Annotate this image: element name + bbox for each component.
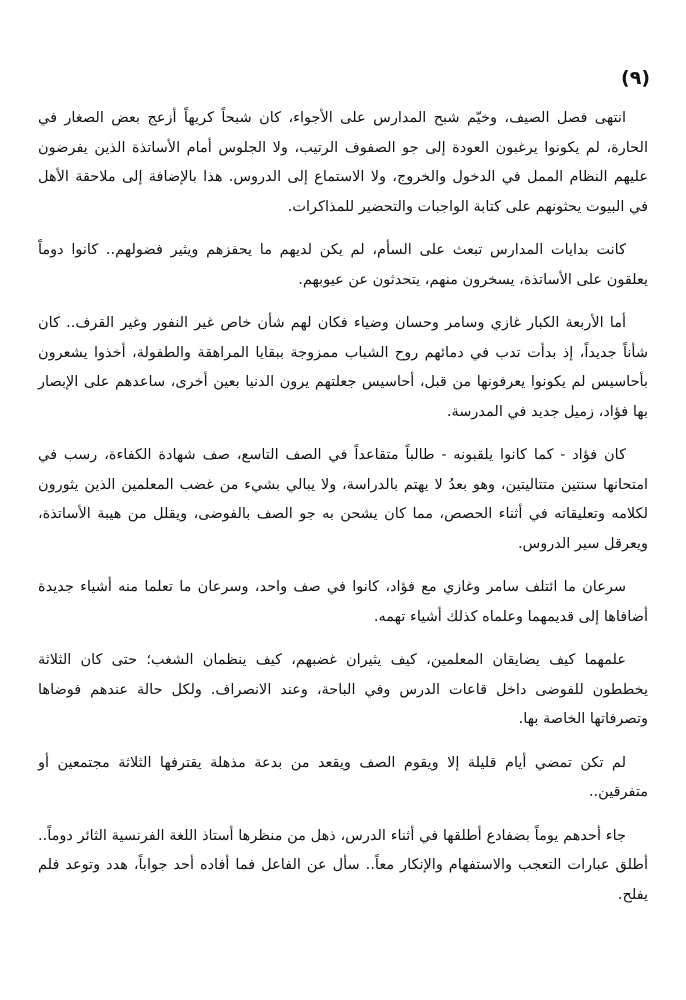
paragraph-1: انتهى فصل الصيف، وخيّم شبح المدارس على الأجواء، كان شبحاً كريهاً أزعج بعض الصغار في الحارة، لم يكونوا يرغبون العودة إلى جو الصفوف الرتيب، ولا الجلوس أمام الأساتذة الذين يفرضون عليهم النظام الممل في الدخول والخروج، ولا الاستماع إلى الدروس. هذا بالإضافة إلى ملاحقة الأهل في البيوت يحثونهم على كتابة الواجبات والتحضير للمذاكرات. xyxy=(38,110,648,215)
paragraph-6: علمهما كيف يضايقان المعلمين، كيف يثيران غضبهم، كيف ينظمان الشغب؛ حتى كان الثلاثة يخططون للفوضى داخل قاعات الدرس وفي الباحة، وعند الانصراف. ولكل حالة عندهم فوضاها وتصرفاتها الخاصة بها. xyxy=(38,652,648,727)
paragraph-8: جاء أحدهم يوماً بضفادع أطلقها في أثناء الدرس، ذهل من منظرها أستاذ اللغة الفرنسية الثائر دوماً.. أطلق عبارات التعجب والاستفهام والإنكار معاً.. سأل عن الفاعل فما أفاده أحد جواباً، هدد وتوعد فلم يفلح. xyxy=(38,827,648,903)
page-text xyxy=(38,104,648,924)
page-number: (٩) xyxy=(621,67,650,89)
paragraph-5: سرعان ما ائتلف سامر وغازي مع فؤاد، كانوا في صف واحد، وسرعان ما تعلما منه أشياء جديدة أضافاها إلى قديمهما وعلماه كذلك أشياء تهمه. xyxy=(38,579,648,625)
paragraph-7: لم تكن تمضي أيام قليلة إلا ويقوم الصف ويقعد من بدعة مذهلة يقترفها الثلاثة مجتمعين أو متفرقين.. xyxy=(38,754,648,800)
paragraph-3: أما الأربعة الكبار غازي وسامر وحسان وضياء فكان لهم شأن خاص غير النفور وغير القرف.. كان شأناً جديداً، إذ بدأت تدب في دمائهم روح الشباب ممزوجة ببقايا المراهقة والطفولة، أخذوا يشعرون بأحاسيس لم يكونوا يعرفونها من قبل، أحاسيس جعلتهم يرون الدنيا بعين أخرى، ساعدهم على الإبصار بها فؤاد، زميل جديد في المدرسة. xyxy=(38,315,648,420)
paragraph-2: كانت بدايات المدارس تبعث على السأم، لم يكن لديهم ما يحفزهم ويثير فضولهم.. كانوا دوماً يعلقون على الأساتذة، يسخرون منهم، يتحدثون عن عيوبهم. xyxy=(38,242,648,288)
paragraph-4: كان فؤاد - كما كانوا يلقبونه - طالباً متقاعداً في الصف التاسع، صف شهادة الكفاءة، رسب في امتحانها سنتين متتاليتين، وهو بعدُ لا يهتم بالدراسة، ولا يبالي بشيء من غضب المعلمين الذين يثورون لكلامه وتعليقاته في أثناء الحصص، مما كان يشحن به جو الصف بالفوضى، ويقلل من هيبة الأساتذة، ويعرقل سير الدروس. xyxy=(38,447,648,552)
